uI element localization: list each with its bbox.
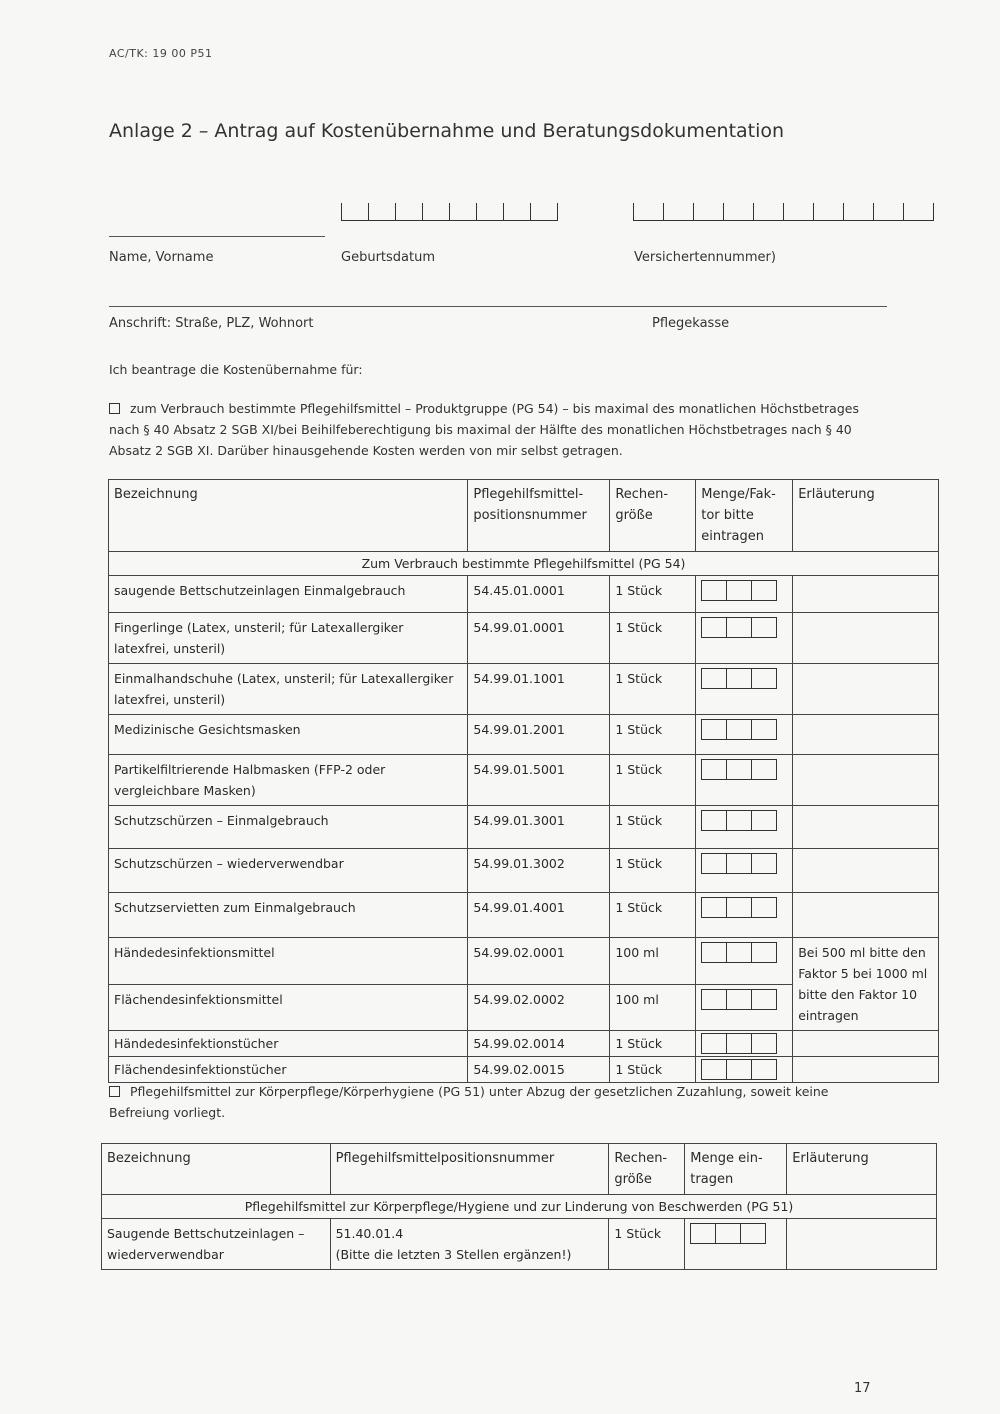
quantity-input[interactable] bbox=[696, 849, 793, 893]
item-name: Händedesinfektionsmittel bbox=[109, 938, 468, 985]
item-position: 54.99.01.1001 bbox=[468, 664, 610, 715]
page-title: Anlage 2 – Antrag auf Kostenübernahme und Beratungsdokumentation bbox=[109, 120, 785, 142]
header-unit: Rechen-größe bbox=[610, 480, 696, 552]
option-pg51-text: Pflegehilfsmittel zur Körperpflege/Körperhygiene (PG 51) unter Abzug der gesetzlichen Zuzahlung, soweit keine Befreiung vorliegt. bbox=[109, 1084, 829, 1120]
explanation-cell bbox=[793, 576, 939, 613]
request-intro: Ich beantrage die Kostenübernahme für: bbox=[109, 362, 363, 377]
birthdate-label: Geburtsdatum bbox=[341, 250, 435, 265]
table-row bbox=[109, 755, 939, 806]
birthdate-comb-field[interactable] bbox=[341, 203, 558, 221]
item-unit: 100 ml bbox=[610, 984, 696, 1031]
quantity-input[interactable] bbox=[696, 1057, 793, 1083]
item-position: 54.99.01.3001 bbox=[468, 806, 610, 849]
item-position: 54.99.02.0001 bbox=[468, 938, 610, 985]
item-name: Saugende Bettschutzeinlagen – wiederverwendbar bbox=[102, 1219, 331, 1270]
explanation-disinfectant-note: Bei 500 ml bitte den Faktor 5 bei 1000 ml bitte den Faktor 10 eintragen bbox=[793, 938, 939, 1031]
item-unit: 1 Stück bbox=[610, 576, 696, 613]
table-row bbox=[109, 576, 939, 613]
table-header-row bbox=[109, 480, 939, 552]
item-position-number: 51.40.01.4 bbox=[335, 1226, 404, 1241]
table-row bbox=[109, 1031, 939, 1057]
item-position: 54.99.01.2001 bbox=[468, 715, 610, 755]
header-position-number: Pflegehilfsmittelpositionsnummer bbox=[330, 1144, 609, 1195]
explanation-cell bbox=[793, 1057, 939, 1083]
option-pg54 bbox=[109, 398, 887, 461]
item-unit: 1 Stück bbox=[610, 849, 696, 893]
quantity-input[interactable] bbox=[696, 984, 793, 1031]
explanation-cell bbox=[793, 893, 939, 938]
item-name: Händedesinfektionstücher bbox=[109, 1031, 468, 1057]
pg54-checkbox[interactable] bbox=[109, 403, 120, 414]
quantity-input[interactable] bbox=[696, 1031, 793, 1057]
item-name: Flächendesinfektionstücher bbox=[109, 1057, 468, 1083]
item-name: saugende Bettschutzeinlagen Einmalgebrauch bbox=[109, 576, 468, 613]
item-name: Einmalhandschuhe (Latex, unsteril; für Latexallergiker latexfrei, unsteril) bbox=[109, 664, 468, 715]
option-pg51 bbox=[109, 1081, 887, 1123]
header-quantity: Menge ein-tragen bbox=[685, 1144, 787, 1195]
quantity-input[interactable] bbox=[696, 938, 793, 985]
quantity-input[interactable] bbox=[696, 715, 793, 755]
explanation-cell bbox=[787, 1219, 937, 1270]
table-row bbox=[109, 938, 939, 985]
item-unit: 1 Stück bbox=[610, 613, 696, 664]
table-row bbox=[109, 613, 939, 664]
quantity-input[interactable] bbox=[696, 664, 793, 715]
item-unit: 1 Stück bbox=[610, 893, 696, 938]
item-unit: 1 Stück bbox=[610, 1057, 696, 1083]
insurance-number-label: Versichertennummer) bbox=[634, 250, 776, 265]
header-unit: Rechen-größe bbox=[609, 1144, 685, 1195]
explanation-cell bbox=[793, 806, 939, 849]
item-unit: 1 Stück bbox=[609, 1219, 685, 1270]
quantity-input[interactable] bbox=[696, 576, 793, 613]
item-position bbox=[330, 1219, 609, 1270]
group-title: Pflegehilfsmittel zur Körperpflege/Hygiene und zur Linderung von Beschwerden (PG 51) bbox=[102, 1195, 937, 1219]
explanation-cell bbox=[793, 1031, 939, 1057]
pg54-table bbox=[108, 479, 939, 1083]
page-number: 17 bbox=[854, 1381, 871, 1396]
quantity-input[interactable] bbox=[696, 893, 793, 938]
table-row bbox=[109, 1057, 939, 1083]
table-row bbox=[109, 715, 939, 755]
item-name: Medizinische Gesichtsmasken bbox=[109, 715, 468, 755]
table-row bbox=[109, 664, 939, 715]
quantity-input[interactable] bbox=[696, 806, 793, 849]
table-row bbox=[109, 806, 939, 849]
item-name: Fingerlinge (Latex, unsteril; für Latexallergiker latexfrei, unsteril) bbox=[109, 613, 468, 664]
name-field[interactable] bbox=[109, 236, 325, 237]
care-fund-label: Pflegekasse bbox=[652, 316, 730, 331]
option-pg54-text: zum Verbrauch bestimmte Pflegehilfsmittel – Produktgruppe (PG 54) – bis maximal des monatlichen Höchstbetrages nach § 40 Absatz 2 SGB XI/bei Beihilfeberechtigung bis maximal der Hälfte des monatlichen Höchstbetrages nach § 40 Absatz 2 SGB XI. Darüber hinausgehende Kosten werden von mir selbst getragen. bbox=[109, 401, 859, 458]
table-row bbox=[109, 893, 939, 938]
item-position: 54.99.01.5001 bbox=[468, 755, 610, 806]
item-name: Schutzschürzen – Einmalgebrauch bbox=[109, 806, 468, 849]
item-position-note: (Bitte die letzten 3 Stellen ergänzen!) bbox=[335, 1247, 572, 1262]
document-reference: AC/TK: 19 00 P51 bbox=[109, 47, 213, 60]
header-position-number: Pflegehilfsmittel-positionsnummer bbox=[468, 480, 610, 552]
table-group-row bbox=[102, 1195, 937, 1219]
explanation-cell bbox=[793, 613, 939, 664]
header-bezeichnung: Bezeichnung bbox=[109, 480, 468, 552]
table-header-row bbox=[102, 1144, 937, 1195]
item-position: 54.45.01.0001 bbox=[468, 576, 610, 613]
item-unit: 100 ml bbox=[610, 938, 696, 985]
table-row bbox=[109, 849, 939, 893]
header-explanation: Erläuterung bbox=[787, 1144, 937, 1195]
address-field[interactable] bbox=[109, 306, 887, 307]
quantity-input[interactable] bbox=[696, 755, 793, 806]
item-name: Partikelfiltrierende Halbmasken (FFP-2 oder vergleichbare Masken) bbox=[109, 755, 468, 806]
pg51-table bbox=[101, 1143, 937, 1270]
item-name: Schutzschürzen – wiederverwendbar bbox=[109, 849, 468, 893]
explanation-cell bbox=[793, 664, 939, 715]
address-label: Anschrift: Straße, PLZ, Wohnort bbox=[109, 316, 314, 331]
explanation-cell bbox=[793, 849, 939, 893]
group-title: Zum Verbrauch bestimmte Pflegehilfsmittel (PG 54) bbox=[109, 552, 939, 576]
item-position: 54.99.01.0001 bbox=[468, 613, 610, 664]
item-name: Flächendesinfektionsmittel bbox=[109, 984, 468, 1031]
item-position: 54.99.01.4001 bbox=[468, 893, 610, 938]
item-unit: 1 Stück bbox=[610, 755, 696, 806]
insurance-number-comb-field[interactable] bbox=[633, 203, 934, 221]
item-position: 54.99.01.3002 bbox=[468, 849, 610, 893]
explanation-cell bbox=[793, 715, 939, 755]
name-label: Name, Vorname bbox=[109, 250, 214, 265]
table-row bbox=[102, 1219, 937, 1270]
header-explanation: Erläuterung bbox=[793, 480, 939, 552]
quantity-input[interactable] bbox=[685, 1219, 787, 1270]
header-bezeichnung: Bezeichnung bbox=[102, 1144, 331, 1195]
item-unit: 1 Stück bbox=[610, 664, 696, 715]
item-position: 54.99.02.0015 bbox=[468, 1057, 610, 1083]
item-unit: 1 Stück bbox=[610, 1031, 696, 1057]
pg51-checkbox[interactable] bbox=[109, 1086, 120, 1097]
item-position: 54.99.02.0002 bbox=[468, 984, 610, 1031]
item-unit: 1 Stück bbox=[610, 806, 696, 849]
item-position: 54.99.02.0014 bbox=[468, 1031, 610, 1057]
table-group-row bbox=[109, 552, 939, 576]
header-quantity: Menge/Fak-tor bitte eintragen bbox=[696, 480, 793, 552]
quantity-input[interactable] bbox=[696, 613, 793, 664]
item-name: Schutzservietten zum Einmalgebrauch bbox=[109, 893, 468, 938]
explanation-cell bbox=[793, 755, 939, 806]
item-unit: 1 Stück bbox=[610, 715, 696, 755]
